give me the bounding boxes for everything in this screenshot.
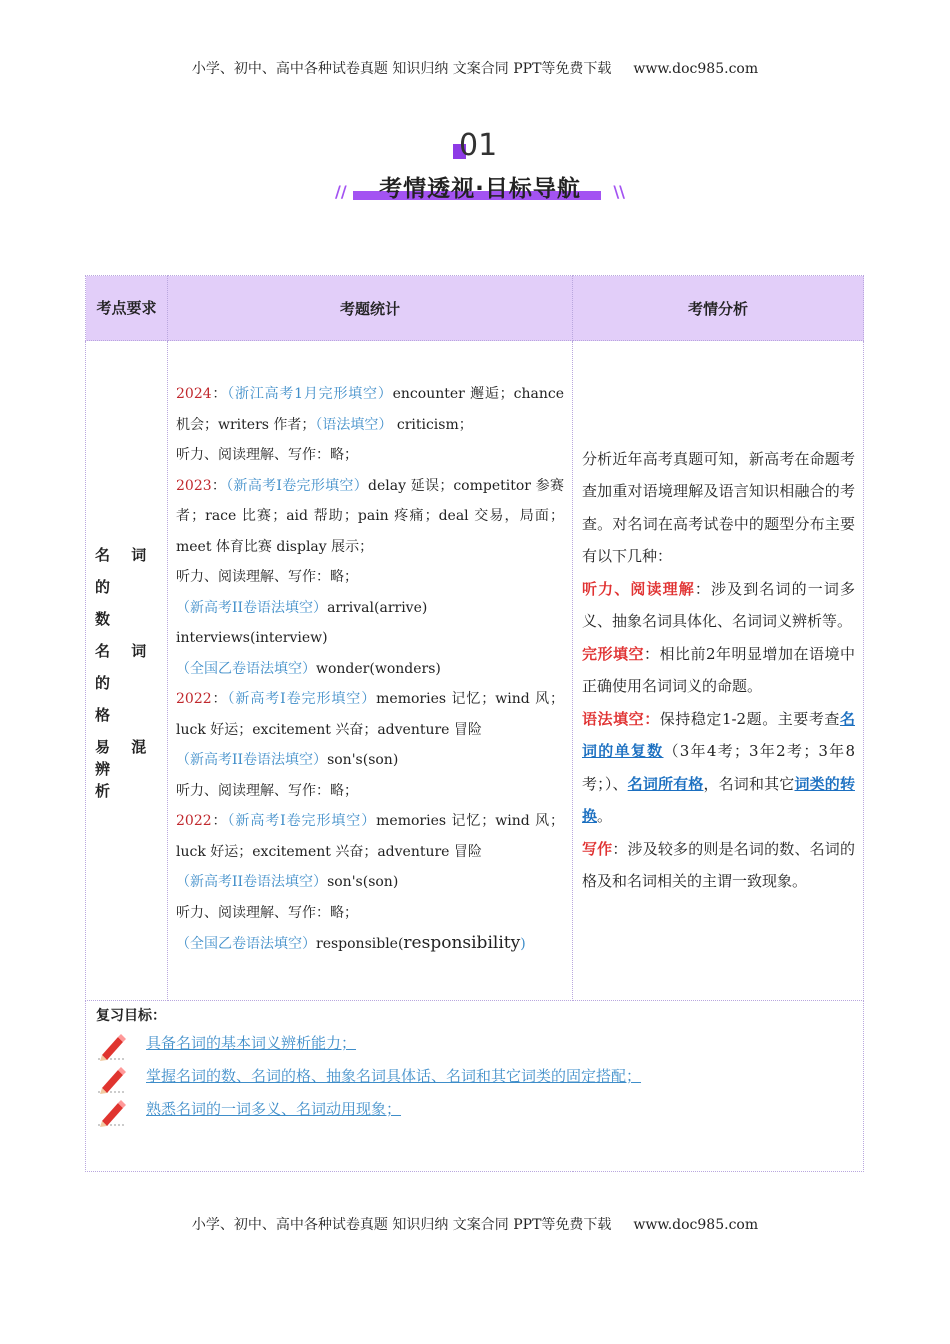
section-title: // 考情透视·目标导航 \\	[335, 176, 625, 202]
page-header: 小学、初中、高中各种试卷真题 知识归纳 文案合同 PPT等免费下载 www.doc985.com	[191, 61, 759, 77]
footer-url[interactable]: www.doc985.com	[633, 1217, 759, 1233]
exam-analysis-table	[85, 275, 864, 1172]
pencil-icon	[96, 1099, 128, 1127]
header-kaodian: 考点要求	[86, 276, 168, 341]
goal-link[interactable]: 具备名词的基本词义辨析能力；	[146, 1033, 357, 1052]
review-goals-cell	[86, 1000, 864, 1171]
header-url[interactable]: www.doc985.com	[633, 61, 759, 77]
link-possessive[interactable]: 名词所有格	[627, 774, 704, 793]
stats-cell: 2024：（浙江高考1月完形填空）encounter 邂逅；chance 机会；writers 作者；（语法填空） criticism； 听力、阅读理解、写作：略； 2023：（新高考I卷完形填空）delay 延误；competitor 参赛者；race 比赛；aid 帮助；pain 疼痛；deal 交易，局面；meet 体育比赛 display 展示； 听力、阅读理解、写作：略； （新高考II卷语法填空）arrival(arrive) interviews(interview) （全国乙卷语法填空）wonder(wonders) 2022：（新高考I卷完形填空）memories 记忆；wind 风；luck 好运；excitement 兴奋；adventure 冒险 （新高考II卷语法填空）son's(son) 听力、阅读理解、写作：略； 2022：（新高考I卷完形填空）memories 记忆；wind 风；luck 好运；excitement 兴奋；adventure 冒险 （新高考II卷语法填空）son's(son) 听力、阅读理解、写作：略； （全国乙卷语法填空）responsible(responsibility)	[168, 341, 573, 1001]
slash-decoration-right: \\	[613, 182, 625, 201]
goal-link[interactable]: 熟悉名词的一词多义、名词动用现象；	[146, 1099, 402, 1118]
goal-item	[96, 1097, 853, 1130]
kaodian-cell: 名 词 的 数 名 词 的 格 易 混 辨 析	[86, 341, 168, 1001]
header-stats: 考题统计	[168, 276, 573, 341]
pencil-icon	[96, 1066, 128, 1094]
link-conversion[interactable]: 词类的转换	[582, 774, 855, 826]
link-plural[interactable]: 名词的单复数	[582, 709, 855, 761]
header-analysis: 考情分析	[573, 276, 864, 341]
page-footer: 小学、初中、高中各种试卷真题 知识归纳 文案合同 PPT等免费下载 www.doc985.com	[191, 1217, 759, 1233]
slash-decoration-left: //	[335, 182, 347, 201]
goals-title: 复习目标：	[96, 1007, 166, 1024]
section-number: 01	[455, 128, 515, 163]
analysis-cell: 分析近年高考真题可知，新高考在命题考查加重对语境理解及语言知识相融合的考查。对名词在高考试卷中的题型分布主要有以下几种： 听力、阅读理解：涉及到名词的一词多义、抽象名词具体化、名词词义辨析等。 完形填空：相比前2年明显增加在语境中正确使用名词词义的命题。 语法填空：保持稳定1-2题。主要考查名词的单复数（3年4考；3年2考；3年8考；）、名词所有格，名词和其它词类的转换。 写作：涉及较多的则是名词的数、名词的格及和名词相关的主谓一致现象。	[573, 341, 864, 1001]
pencil-icon	[96, 1033, 128, 1061]
goal-link[interactable]: 掌握名词的数、名词的格、抽象名词具体话、名词和其它词类的固定搭配；	[146, 1066, 642, 1085]
